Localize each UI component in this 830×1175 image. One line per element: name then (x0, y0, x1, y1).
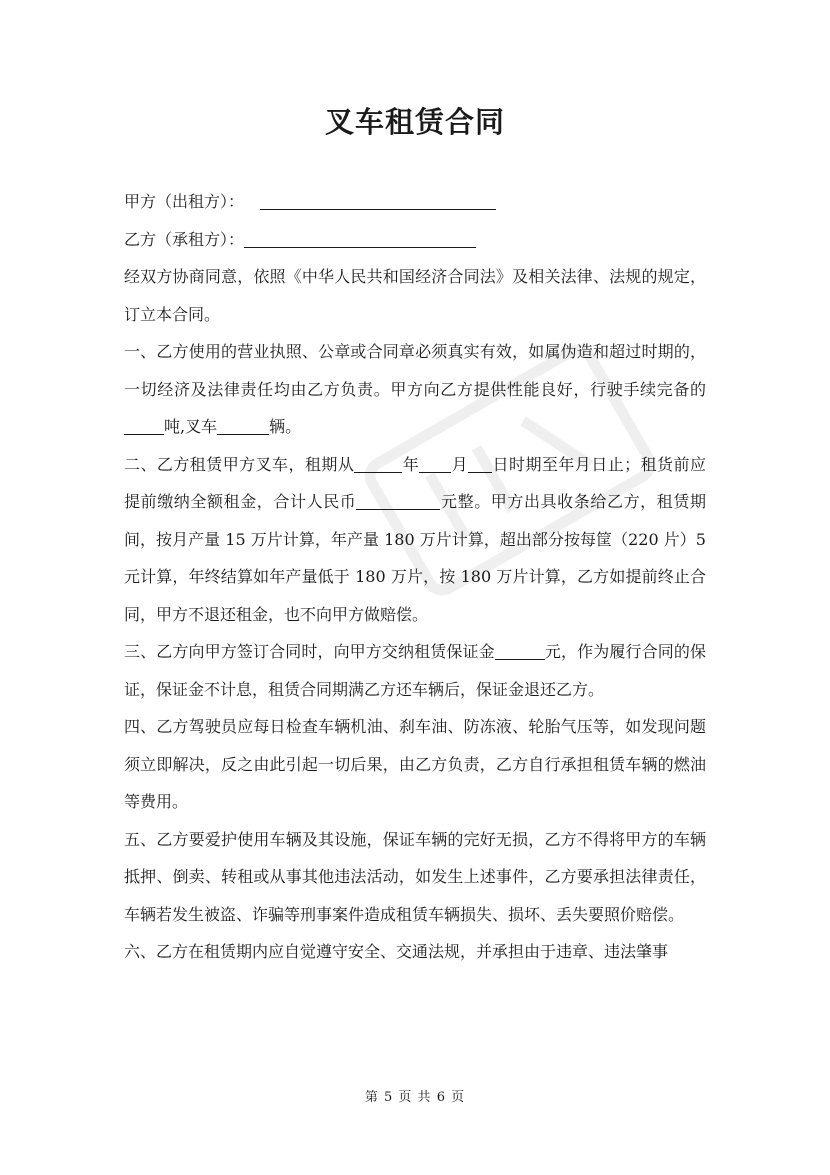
start-month-blank (419, 454, 451, 473)
clause-5: 五、乙方要爱护使用车辆及其设施，保证车辆的完好无损，乙方不得将甲方的车辆抵押、倒卖、转租或从事其他违法活动，如发生上述事件，乙方要承担法律责任，车辆若发生被盗、诈骗等刑事案件造成租赁车辆损失、损坏、丢失要照价赔偿。 (124, 829, 706, 924)
clause-1 (124, 333, 706, 446)
party-a-blank (260, 191, 496, 210)
clause-1-text-c: 辆。 (269, 417, 302, 436)
clause-2-text-e: 元整。甲方出具收条给乙方，租赁期间，按月产量 15 万片计算，年产量 180 万片计算，超出部分按每筐（220 片）5 元计算，年终结算如年产量低于 180 万片，按 180 万片计算，乙方如提前终止合同，甲方不退还租金，也不向甲方做赔偿。 (124, 492, 706, 624)
rent-amount-blank (356, 491, 440, 510)
clause-3-text-b: 元，作为履行合同的保证，保证金不计息，租赁合同期满乙方还车辆后，保证金退还乙方。 (124, 642, 706, 699)
tonnage-blank (124, 416, 164, 435)
intro-paragraph: 经双方协商同意，依照《中华人民共和国经济合同法》及相关法律、法规的规定，订立本合同。 (124, 267, 706, 324)
vehicle-count-blank (217, 416, 269, 435)
deposit-blank (495, 641, 545, 660)
clause-2-text-a: 二、乙方租赁甲方叉车，租期从 (124, 454, 355, 474)
clause-3-text-a: 三、乙方向甲方签订合同时，向甲方交纳租赁保证金 (124, 642, 495, 661)
clause-6: 六、乙方在租赁期内应自觉遵守安全、交通法规，并承担由于违章、违法肇事 (124, 942, 669, 961)
document-title: 叉车租赁合同 (324, 105, 505, 139)
party-b-label: 乙方（承租方）： (124, 229, 245, 249)
clause-3 (124, 633, 706, 708)
clause-2-text-d: 日时期至年月日止；租货前应提前缴纳全额租金，合计人民币 (124, 454, 706, 511)
party-b-line (124, 221, 706, 259)
clause-2 (124, 446, 706, 634)
clause-2-text-b: 年 (402, 454, 420, 474)
page-indicator: 第 5 页 共 6 页 (364, 1090, 466, 1105)
clause-1-text-a: 一、乙方使用的营业执照、公章或合同章必须真实有效，如属伪造和超过时期的，一切经济及法律责任均由乙方负责。甲方向乙方提供性能良好，行驶手续完备的 (124, 342, 706, 399)
start-year-blank (354, 454, 402, 473)
party-a-label: 甲方（出租方）： (124, 192, 245, 211)
clause-1-text-b: 吨,叉车 (164, 417, 218, 436)
start-day-blank (468, 454, 492, 473)
clause-2-text-c: 月 (451, 454, 469, 474)
party-a-line (124, 183, 706, 221)
document-body (124, 183, 706, 971)
party-b-blank (244, 229, 476, 248)
clause-4: 四、乙方驾驶员应每日检查车辆机油、刹车油、防冻液、轮胎气压等，如发现问题须立即解决，反之由此引起一切后果，由乙方负责，乙方自行承担租赁车辆的燃油等费用。 (124, 717, 706, 811)
